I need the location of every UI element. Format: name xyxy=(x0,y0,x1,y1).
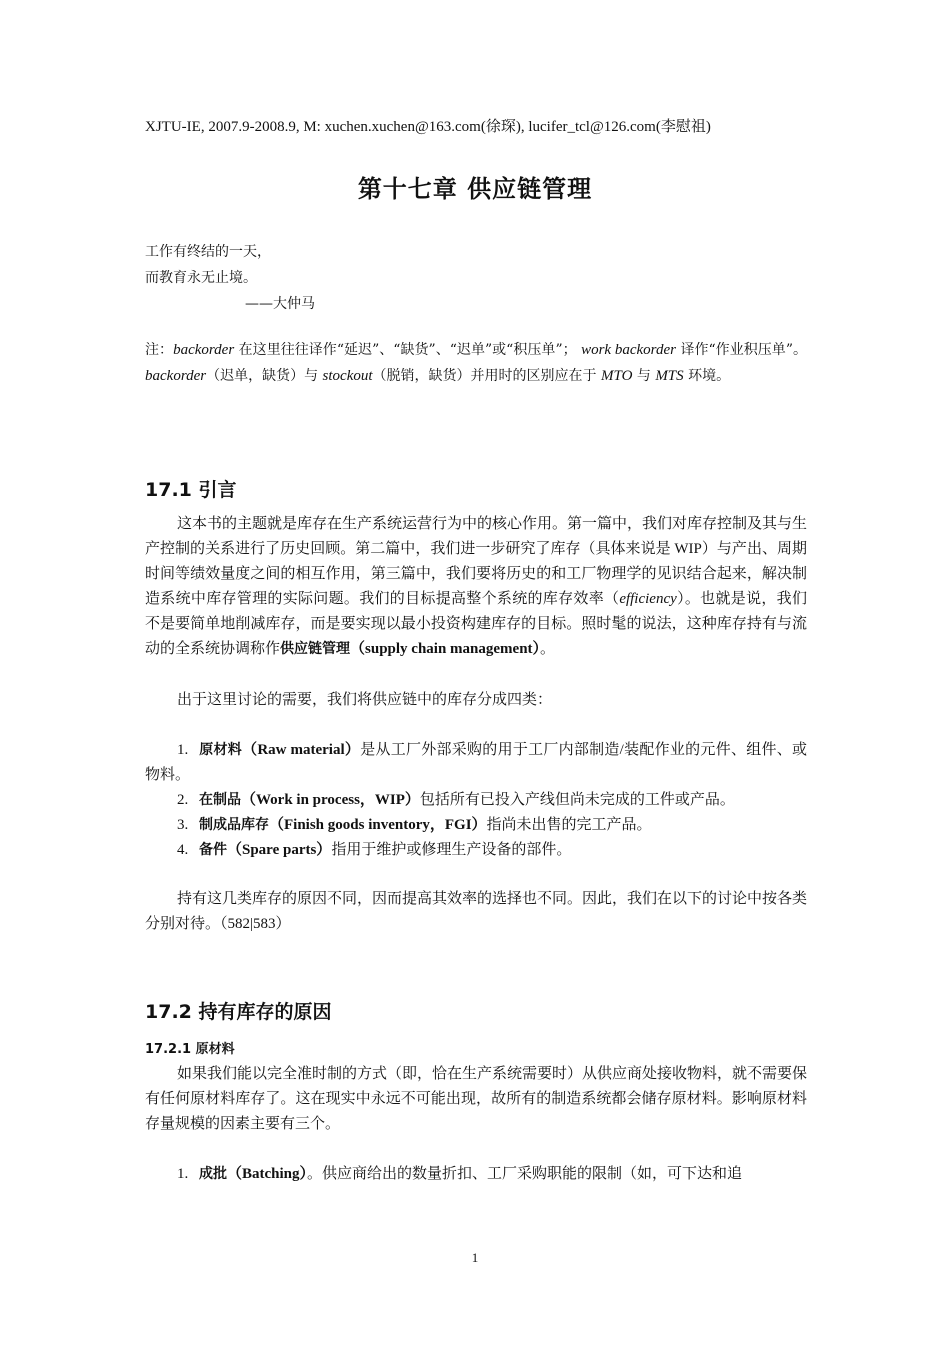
list-term: 备件 xyxy=(199,842,227,858)
note-text: 译作“作业积压单”。 xyxy=(675,342,808,358)
paragraph-text: 这本书的主题就是库存在生产系统运营行为中的核心作用。第一篇中，我们对库存控制及其与生产控制的关系进行了历史回顾。第二篇中，我们进一步研究了库存（具体来说是 WIP）与产出、周期时间等绩效量度之间的相互作用，第三篇中，我们要将历史的和工厂物理学的见识结合起来，解决制造系统中库存管理的实际问题。我们的目标提高整个系统的库存效率（ xyxy=(145,516,808,607)
list-text: 是从工厂外部采购的用于工厂内部制造/装配作业的元件、组件、或物料。 xyxy=(145,742,808,783)
epigraph-attribution: ——大仲马 xyxy=(245,296,315,312)
note-text: 与 xyxy=(632,368,656,384)
section-heading: 17.2 持有库存的原因 xyxy=(145,1001,332,1023)
list-term: 制成品库存 xyxy=(199,817,269,833)
list-item xyxy=(145,738,807,788)
note-term: work backorder xyxy=(581,342,676,358)
list-number: 3. xyxy=(177,817,189,833)
list-term-en: （Spare parts） xyxy=(227,842,332,858)
note-text: （迟单，缺货）与 xyxy=(206,368,323,384)
subsection-heading: 17.2.1 原材料 xyxy=(145,1042,235,1057)
note-term: stockout xyxy=(322,368,373,384)
note-term: backorder xyxy=(173,342,235,358)
list-item xyxy=(145,813,807,838)
paragraph-text: ）。也就是说，我们不是要简单地削减库存，而是要实现以最小投资构建库存的目标。照时髦的说法，这种库存持有与流动的全系统协调称作 xyxy=(145,591,807,657)
paragraph-bold-term: 供应链管理 xyxy=(280,641,351,657)
paragraph-text: 。 xyxy=(540,641,556,657)
list-term: 在制品 xyxy=(199,792,241,808)
note-term: MTO xyxy=(601,368,633,384)
list-term: 成批 xyxy=(199,1166,227,1182)
chapter-title: 第十七章 供应链管理 xyxy=(357,175,593,203)
note-text: 注： xyxy=(145,342,174,358)
paragraph: 出于这里讨论的需要，我们将供应链中的库存分成四类： xyxy=(177,692,553,708)
page-number: 1 xyxy=(471,1250,479,1265)
section-heading: 17.1 引言 xyxy=(145,479,237,501)
note-term: MTS xyxy=(655,368,684,384)
list-item xyxy=(145,838,807,863)
list-term-en: （Finish goods inventory，FGI） xyxy=(269,817,487,833)
note-text: 在这里往往译作“延迟”、“缺货”、“迟单”或“积压单”； xyxy=(234,342,582,358)
paragraph: 如果我们能以完全准时制的方式（即，恰在生产系统需要时）从供应商处接收物料，就不需要保有任何原材料库存了。这在现实中永远不可能出现，故所有的制造系统都会储存原材料。影响原材料存量规模的因素主要有三个。 xyxy=(145,1066,808,1132)
list-item xyxy=(145,1162,807,1187)
header-line: XJTU-IE, 2007.9-2008.9, M: xuchen.xuchen@163.com(徐琛), lucifer_tcl@126.com(李慰祖) xyxy=(145,119,711,135)
note-term: backorder xyxy=(145,368,207,384)
list-text: 。供应商给出的数量折扣、工厂采购职能的限制（如，可下达和追 xyxy=(307,1166,743,1182)
list-number: 4. xyxy=(177,842,189,858)
list-number: 1. xyxy=(177,1166,189,1182)
list-text: 包括所有已投入产线但尚未完成的工件或产品。 xyxy=(419,792,735,808)
list-term-en: （Raw material） xyxy=(242,742,361,758)
note-text: 环境。 xyxy=(683,368,731,384)
epigraph xyxy=(145,239,315,317)
list-number: 2. xyxy=(177,792,189,808)
list-number: 1. xyxy=(177,742,189,758)
translator-note xyxy=(145,337,807,389)
list-term-en: （Work in process，WIP） xyxy=(241,792,420,808)
intro-paragraph xyxy=(145,512,807,662)
list-text: 指尚未出售的完工产品。 xyxy=(486,817,652,833)
paragraph-term: efficiency xyxy=(619,591,677,607)
epigraph-line-2: 而教育永无止境。 xyxy=(145,270,257,286)
list-text: 指用于维护或修理生产设备的部件。 xyxy=(331,842,572,858)
paragraph-bold-term-en: （supply chain management） xyxy=(350,641,541,657)
paragraph: 持有这几类库存的原因不同，因而提高其效率的选择也不同。因此，我们在以下的讨论中按各类分别对待。（582|583） xyxy=(145,891,808,932)
note-text: （脱销，缺货）并用时的区别应在于 xyxy=(372,368,601,384)
list-item xyxy=(145,788,807,813)
list-term-en: （Batching） xyxy=(227,1166,308,1182)
list-term: 原材料 xyxy=(199,742,243,758)
epigraph-line-1: 工作有终结的一天， xyxy=(145,244,271,260)
